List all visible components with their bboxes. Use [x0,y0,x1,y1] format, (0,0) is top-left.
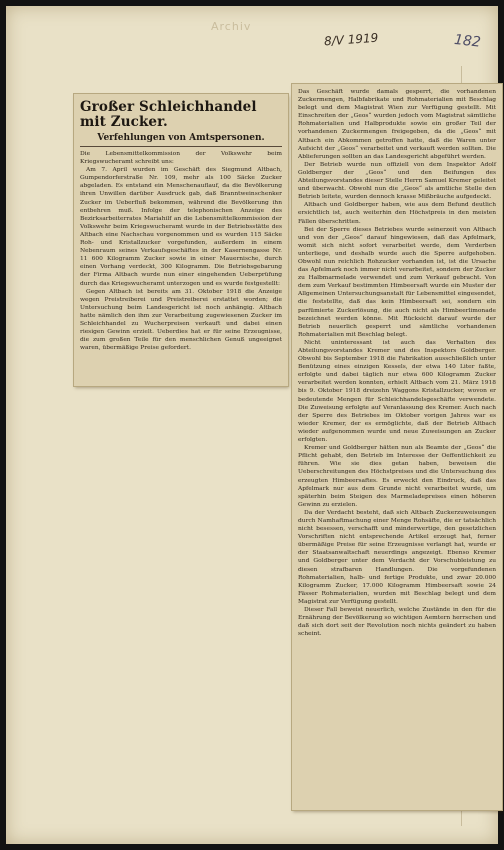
right-paragraph-4: Bei der Sperre dieses Betriebes wurde seinerzeit von Altbach und von der „Geos“ darauf hingewiesen, daß das Apfelmark, womit sich nicht sofort verarbeitet werde, dem Verderben unterliege, und deshalb wurde auch die Sperre aufgehoben. Obwohl nun reichlich Rohzucker vorhanden ist, ist die Ursache das Apfelmark noch immer nicht verarbeitet, sondern der Zucker zu Halbmarmelade verwendet und zum Verkauf gebracht. Von dem zum Verkauf bestimmten Himbeersaft wurde ein Muster der Allgemeinen Untersuchungsanstalt für Lebensmittel eingesendet, die feststellte, daß das kein Himbeersaft sei, sondern ein parfümierte Zuckerlösung, die auch nicht als Himbeerlimonade bezeichnet werden könne. Mit Rücksicht darauf wurde der Betrieb neuerlich gesperrt und sämtliche vorhandenen Rohmaterialien mit Beschlag belegt. [298,226,496,338]
article-subheadline: Verfehlungen von Amtspersonen. [80,133,282,147]
right-paragraph-3: Altbach und Goldberger haben, wie aus dem Befund deutlich ersichtlich ist, auch weiterhin den Höchstpreis in den meisten Fällen überschritten. [298,202,496,225]
article-headline: Großer Schleichhandel mit Zucker. [80,99,257,130]
archive-sheet [6,6,498,844]
left-paragraph-1: Die Lebensmittelkommission der Volkswehr beim Kriegswucheramt schreibt uns: [80,151,282,166]
faint-archive-stamp: Archiv [211,20,252,33]
right-paragraph-8: Dieser Fall beweist neuerlich, welche Zustände in den für die Ernährung der Bevölkerung so wichtigen Aemtern herrschen und daß sich dort seit der Revolution noch nichts geändert zu haben scheint. [298,607,496,638]
right-paragraph-5: Nicht uninteressant ist auch das Verhalten des Abteilungsvorstandes Kremer und des Inspektors Goldberger. Obwohl bis September 1918 die Fabrikation ausschließlich unter Benützung eines einzigen Kessels, der etwa 140 Liter faßte, erfolgte und dabei täglich nur etwa 600 Kilogramm Zucker verarbeitet werden konnten, erhielt Altbach vom 21. März 1918 bis 9. Oktober 1918 dreizehn Waggons Kristallzucker, wovon er bedeutende Mengen für Schleichhandelsgeschäfte verwendete. Die Zuweisung erfolgte auf Veranlassung des Kremer. Auch nach der Sperre des Betriebes im Oktober vorigen Jahres war es wieder Kremer, der es ermöglichte, daß der Betrieb Altbach wieder aufgenommen wurde und neue Zuweisungen an Zucker erfolgten. [298,339,496,444]
right-column-text [298,88,496,638]
left-column-text [80,150,282,352]
right-paragraph-6: Kremer und Goldberger hätten nun als Beamte der „Geos“ die Pflicht gehabt, den Betrieb im Interesse der Oeffentlichkeit zu führen. Wie sie dies getan haben, beweisen die Ueberschreitungen des Höchstpreises und die Untersuchung des erzeugten Himbeersaftes. Es erweckt den Eindruck, daß das Apfelmark nur aus dem Grunde nicht verarbeitet wurde, um späterhin beim Steigen des Marmeladepreises einen höheren Gewinn zu erzielen. [298,445,496,508]
right-paragraph-1: Das Geschäft wurde damals gesperrt, die vorhandenen Zuckermengen, Halbfabrikate und Rohmaterialien mit Beschlag belegt und dem Magistrat Wien zur Verfügung gestellt. Mit Einschreiten der „Geos“ wurden jedoch vom Magistrat sämtliche Rohmaterialien und Halbprodukte sowie ein großer Teil der vorhandenen Zuckermengen freigegeben, da die „Geos“ mit Altbach ein Abkommen getroffen hatte, daß die Waren unter Aufsicht der „Geos“ verarbeitet und verkauft werden sollten. Die Ablieferungen sollten an das Landesgericht abgeführt werden. [298,89,496,160]
clipping-right-column [292,84,502,810]
right-paragraph-2: Der Betrieb wurde nun offiziell von dem Inspektor Adolf Goldberger der „Geos“ und den Beifungen des Abteilungsvorstandes dieser Stelle Herrn Samuel Kremer geleitet und überwacht. Obwohl nun die „Geos“ als amtliche Stelle den Betrieb leitete, wurden dennoch krasse Mißbräuche aufgedeckt. [298,161,496,201]
right-paragraph-7: Da der Verdacht besteht, daß sich Altbach Zuckerzuweisungen durch Namhaftmachung einer Menge Rohsäfte, die er tatsächlich nicht besessen, verschafft und minderwertige, den gesetzlichen Vorschriften nicht entsprechende Artikel erzeugt hat, ferner übermäßige Preise für seine Erzeugnisse verlangt hat, wurde er der Staatsanwaltschaft neuerdings angezeigt. Ebenso Kremer und Goldberger unter dem Verdacht der Vorschubleistung zu diesen strafbaren Handlungen. Die vorgefundenen Rohmaterialien, halb- und fertige Produkte, und zwar 20.000 Kilogramm Zucker, 17.000 Kilogramm Himbeersaft sowie 24 Fässer Rohmaterialien, wurden mit Beschlag belegt und dem Magistrat zur Verfügung gestellt. [298,509,496,605]
handwritten-date: 8/V 1919 [323,30,379,49]
handwritten-reference-number: 182 [453,31,482,51]
left-paragraph-2: Am 7. April wurden im Geschäft des Siegmund Altbach, Gumpendorferstraße Nr. 109, mehr als 100 Säcke Zucker abgeladen. Es entstand ein Menschenauflauf, da die Bevölkerung ihren Unwillen darüber Ausdruck gab, daß Branntweinschenker Zucker im Ueberfluß bekommen, während die Bevölkerung ihn entbehren muß. Infolge der telephonischen Anzeige des Bezirksarbeiterrates Mariahilf an die Lebensmittelkommission der Volkswehr beim Kriegswucheramt wurde in der Betriebsstätte des Altbach eine Nachschau vorgenommen und es wurden 115 Säcke Roh- und Kristallzucker vorgefunden, außerdem in einem Nebenraum seines Verkaufsgeschäftes in der Kasernengasse Nr. 11 600 Kilogramm Zucker sowie in einer Mauernische, durch einen Vorhang verdeckt, 300 Kilogramm. Die Betriebsgebarung der Firma Altbach wurde nun einer eingehenden Ueberprüfung durch das Kriegswucheramt unterzogen und es wurde festgestellt: [80,167,282,287]
clipping-left-column [74,94,288,386]
left-paragraph-3: Gegen Altbach ist bereits am 31. Oktober 1918 die Anzeige wegen Preistreiberei und Preistreiberei erstattet worden; die Untersuchung beim Landesgericht ist noch anhängig. Altbach hatte nämlich den ihm zur Verarbeitung zugewiesenen Zucker im Schleichhandel zu Wucherpreisen verkauft und dabei einen riesigen Gewinn erzielt. Ueberdies hat er für seine Erzeugnisse, die zum großen Teile für den menschlichen Genuß ungeeignet waren, übermäßige Preise gefordert. [80,288,282,352]
